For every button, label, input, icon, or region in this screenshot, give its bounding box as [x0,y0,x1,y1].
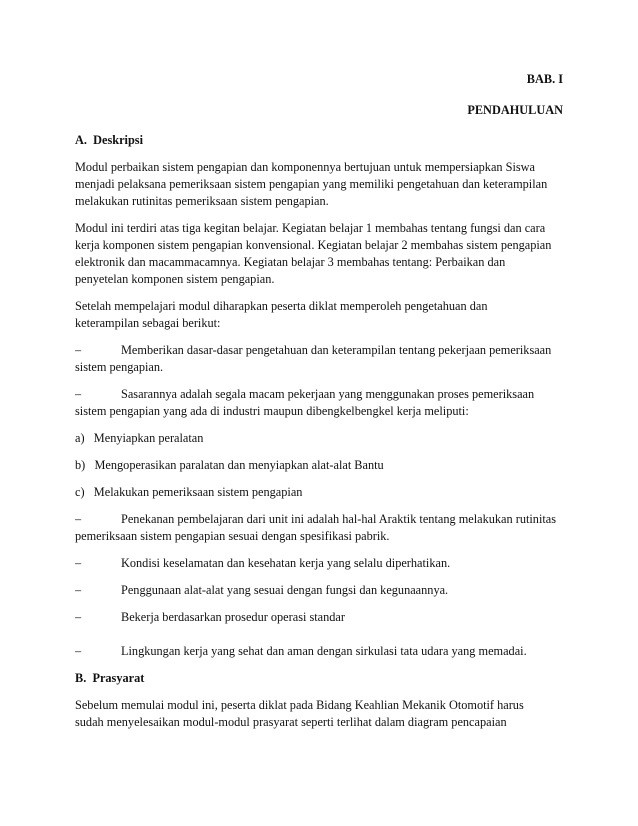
list-label: c) [75,485,85,499]
paragraph-line: Modul perbaikan sistem pengapian dan komponennya bertujuan untuk mempersiapkan Siswa [75,160,536,174]
list-item-a [75,430,203,447]
paragraph-line: sudah menyelesaikan modul-modul prasyarat seperti terlihat dalam diagram pencapaian [75,715,507,729]
bullet-line: Memberikan dasar-dasar pengetahuan dan keterampilan tentang pekerjaan pemeriksaan [121,343,552,357]
bullet-line: Penggunaan alat-alat yang sesuai dengan fungsi dan kegunaannya. [121,583,449,597]
section-title: Prasyarat [92,671,145,685]
list-label: a) [75,431,85,445]
bullet-line: Penekanan pembelajaran dari unit ini adalah hal-hal Araktik tentang melakukan rutinitas [121,512,557,526]
paragraph-line: melakukan rutinitas pemeriksaan sistem pengapian. [75,194,329,208]
list-item-c [75,484,302,501]
list-text: Menyiapkan peralatan [93,431,204,445]
paragraph-line: Setelah mempelajari modul diharapkan peserta diklat memperoleh pengetahuan dan [75,299,488,313]
bullet-line: Kondisi keselamatan dan kesehatan kerja yang selalu diperhatikan. [121,556,451,570]
paragraph-line: elektronik dan macammacamnya. Kegiatan belajar 3 membahas tentang: Perbaikan dan [75,255,506,269]
bullet-line: Lingkungan kerja yang sehat dan aman dengan sirkulasi tata udara yang memadai. [121,644,527,658]
bullet-line: Bekerja berdasarkan prosedur operasi standar [121,610,345,624]
section-title: Deskripsi [93,133,144,147]
dash-bullet: – [75,556,82,570]
paragraph-line: Modul ini terdiri atas tiga kegitan belajar. Kegiatan belajar 1 membahas tentang fungsi dan cara [75,221,546,235]
bullet-line: sistem pengapian. [75,360,164,374]
section-label: B. [75,671,87,685]
paragraph-line: keterampilan sebagai berikut: [75,316,221,330]
dash-bullet: – [75,343,82,357]
dash-bullet: – [75,644,82,658]
bullet-line: Sasarannya adalah segala macam pekerjaan yang menggunakan proses pemeriksaan [121,387,535,401]
dash-bullet: – [75,583,82,597]
dash-bullet: – [75,512,82,526]
bullet-line: sistem pengapian yang ada di industri maupun dibengkelbengkel kerja meliputi: [75,404,469,418]
paragraph-line: Sebelum memulai modul ini, peserta diklat pada Bidang Keahlian Mekanik Otomotif harus [75,698,524,712]
chapter-title: PENDAHULUAN [467,103,563,117]
section-heading-deskripsi [75,132,143,149]
paragraph-line: kerja komponen sistem pengapian konvensional. Kegiatan belajar 2 membahas sistem pengapian [75,238,552,252]
bullet-line: pemeriksaan sistem pengapian sesuai dengan spesifikasi pabrik. [75,529,390,543]
chapter-number: BAB. I [526,72,563,86]
section-label: A. [75,133,87,147]
section-heading-prasyarat [75,670,144,687]
list-item-b [75,457,384,474]
list-label: b) [75,458,86,472]
paragraph-line: menjadi pelaksana pemeriksaan sistem pengapian yang memiliki pengetahuan dan keterampilan [75,177,548,191]
list-text: Mengoperasikan paralatan dan menyiapkan alat-alat Bantu [94,458,384,472]
list-text: Melakukan pemeriksaan sistem pengapian [93,485,303,499]
paragraph-line: penyetelan komponen sistem pengapian. [75,272,275,286]
dash-bullet: – [75,610,82,624]
dash-bullet: – [75,387,82,401]
